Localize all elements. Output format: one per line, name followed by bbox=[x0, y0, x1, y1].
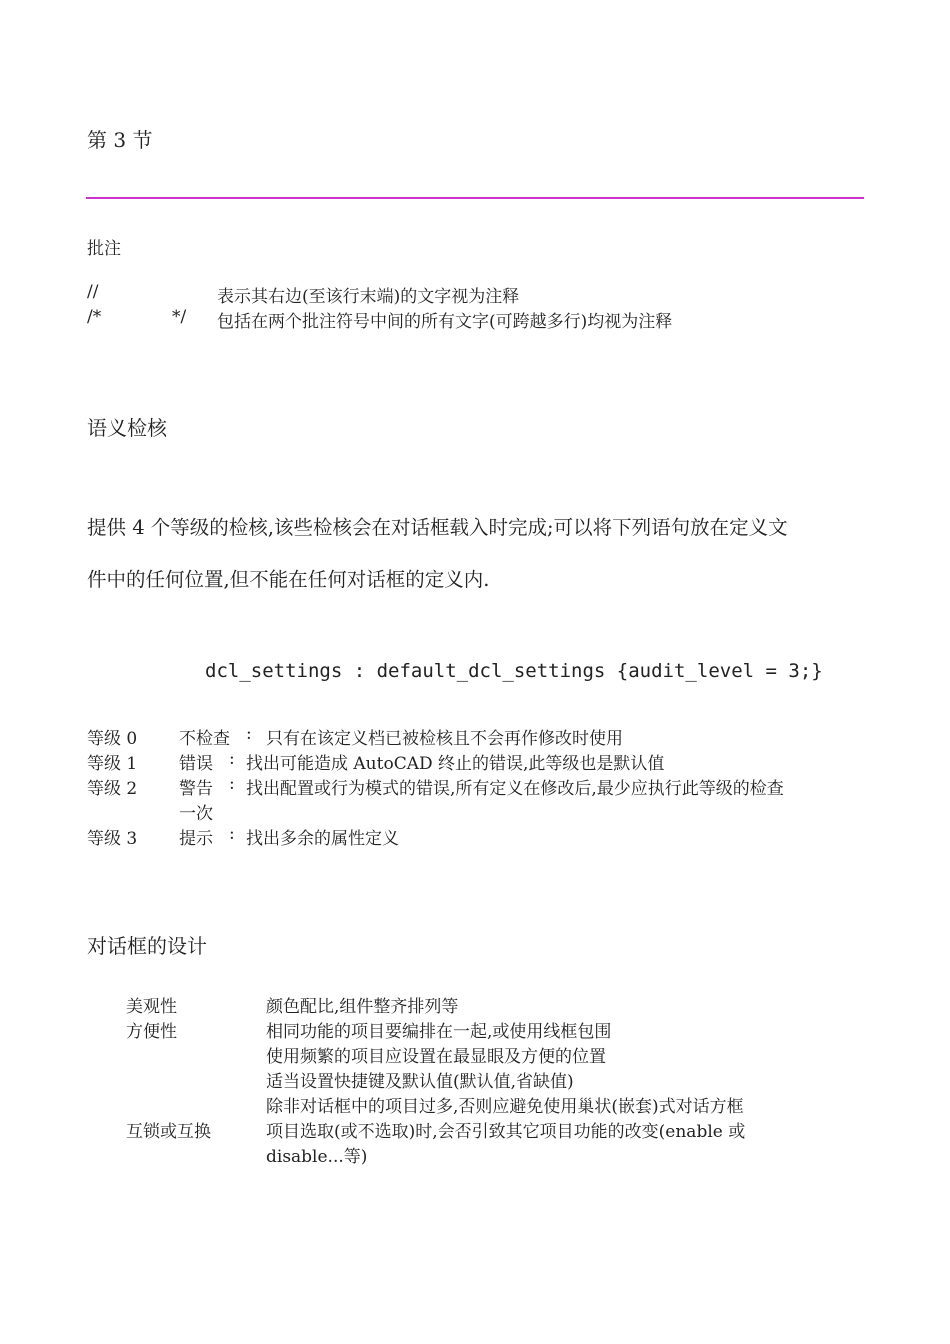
annotations-heading: 批注 bbox=[87, 239, 121, 259]
level-description: 找出多余的属性定义 bbox=[246, 829, 399, 849]
level-separator: : bbox=[229, 749, 235, 769]
level-name: 警告 bbox=[179, 779, 213, 799]
level-description-continued: 一次 bbox=[179, 804, 213, 824]
annot-symbol-open: // bbox=[87, 282, 99, 302]
level-name: 提示 bbox=[179, 829, 213, 849]
level-separator: : bbox=[229, 774, 235, 794]
annot-symbol-open: /* bbox=[87, 307, 102, 327]
design-item-line: 项目选取(或不选取)时,会否引致其它项目功能的改变(enable 或 bbox=[266, 1122, 746, 1142]
level-description: 找出可能造成 AutoCAD 终止的错误,此等级也是默认值 bbox=[246, 754, 665, 774]
annot-symbol-close: */ bbox=[172, 307, 187, 327]
design-item-line: 使用频繁的项目应设置在最显眼及方便的位置 bbox=[266, 1047, 606, 1067]
design-item-line: 相同功能的项目要编排在一起,或使用线框包围 bbox=[266, 1022, 612, 1042]
level-label: 等级 3 bbox=[87, 829, 138, 849]
level-separator: : bbox=[229, 824, 235, 844]
level-name: 不检查 bbox=[179, 729, 230, 749]
level-label: 等级 0 bbox=[87, 729, 138, 749]
design-item-line: disable...等) bbox=[266, 1147, 368, 1167]
design-item-label: 美观性 bbox=[126, 997, 177, 1017]
level-label: 等级 1 bbox=[87, 754, 138, 774]
annot-description: 包括在两个批注符号中间的所有文字(可跨越多行)均视为注释 bbox=[217, 312, 673, 332]
semantic-heading: 语义检核 bbox=[87, 416, 167, 440]
design-item-line: 适当设置快捷键及默认值(默认值,省缺值) bbox=[266, 1072, 574, 1092]
level-separator: : bbox=[246, 724, 252, 744]
section-divider bbox=[86, 197, 864, 199]
design-heading: 对话框的设计 bbox=[87, 934, 207, 958]
level-label: 等级 2 bbox=[87, 779, 138, 799]
design-item-label: 方便性 bbox=[126, 1022, 177, 1042]
level-description: 只有在该定义档已被检核且不会再作修改时使用 bbox=[266, 729, 623, 749]
code-example: dcl_settings : default_dcl_settings {audit_level = 3;} bbox=[205, 660, 823, 682]
level-name: 错误 bbox=[179, 754, 213, 774]
design-item-line: 颜色配比,组件整齐排列等 bbox=[266, 997, 459, 1017]
annot-description: 表示其右边(至该行末端)的文字视为注释 bbox=[217, 287, 520, 307]
design-item-label: 互锁或互换 bbox=[126, 1122, 211, 1142]
semantic-paragraph-line: 件中的任何位置,但不能在任何对话框的定义内. bbox=[87, 568, 490, 591]
semantic-paragraph-line: 提供 4 个等级的检核,该些检核会在对话框载入时完成;可以将下列语句放在定义文 bbox=[87, 516, 788, 539]
section-title: 第 3 节 bbox=[87, 128, 153, 152]
design-item-line: 除非对话框中的项目过多,否则应避免使用巢状(嵌套)式对话方框 bbox=[266, 1097, 744, 1117]
level-description: 找出配置或行为模式的错误,所有定义在修改后,最少应执行此等级的检查 bbox=[246, 779, 784, 799]
